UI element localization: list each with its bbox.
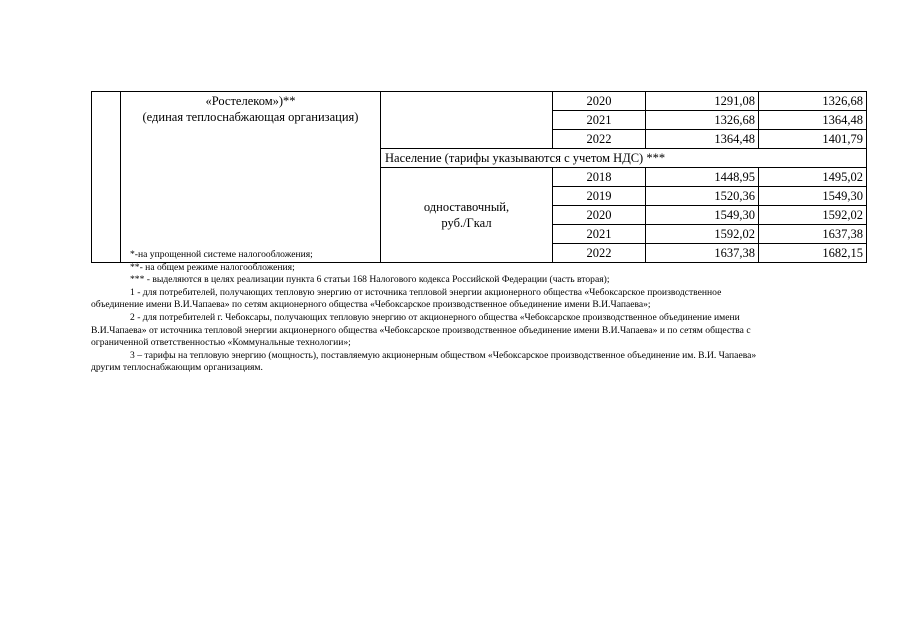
- footnote-3-line1: 3 – тарифы на тепловую энергию (мощность), поставляемую акционерным обществом «Чебоксарское производственное объединение им. В.И. Чапаева»: [130, 349, 757, 361]
- value-cell: 1326,68: [759, 92, 867, 111]
- year-cell: 2021: [553, 111, 646, 130]
- value-cell: 1549,30: [646, 206, 759, 225]
- footnote-simplified-tax: *-на упрощенной системе налогообложения;: [130, 249, 313, 260]
- rate-unit-label: руб./Гкал: [441, 216, 492, 230]
- value-cell: 1520,36: [646, 187, 759, 206]
- organization-name: «Ростелеком»)**: [205, 94, 296, 108]
- value-cell: 1326,68: [646, 111, 759, 130]
- value-cell: 1364,48: [759, 111, 867, 130]
- index-cell: [92, 92, 121, 263]
- footnotes: [91, 249, 866, 375]
- organization-cell: [121, 92, 381, 263]
- table-row: [92, 92, 867, 111]
- year-cell: 2019: [553, 187, 646, 206]
- footnote-2-line1: 2 - для потребителей г. Чебоксары, получающих тепловую энергию от акционерного общества «Чебоксарское производственное объединение имени: [130, 311, 740, 323]
- population-header: Население (тарифы указываются с учетом НДС) ***: [381, 149, 867, 168]
- footnote-2-line3: ограниченной ответственностью «Коммунальные технологии»;: [91, 337, 351, 349]
- value-cell: 1637,38: [759, 225, 867, 244]
- value-cell: 1401,79: [759, 130, 867, 149]
- footnote-3-line2: другим теплоснабжающим организациям.: [91, 362, 263, 374]
- year-cell: 2018: [553, 168, 646, 187]
- footnote-1-line2: объединение имени В.И.Чапаева» по сетям акционерного общества «Чебоксарское производственное объединение имени В.И.Чапаева»;: [91, 299, 651, 311]
- footnote-2-line2: В.И.Чапаева» от источника тепловой энергии акционерного общества «Чебоксарское производственное объединение имени В.И.Чапаева» и по сетям общества с: [91, 324, 751, 336]
- year-cell: 2022: [553, 130, 646, 149]
- value-cell: 1495,02: [759, 168, 867, 187]
- value-cell: 1549,30: [759, 187, 867, 206]
- value-cell: 1592,02: [646, 225, 759, 244]
- year-cell: 2022: [553, 244, 646, 263]
- rate-type-cell: [381, 92, 553, 149]
- rate-type-label: одноставочный,: [423, 200, 510, 214]
- organization-note: (единая теплоснабжающая организация): [142, 110, 359, 124]
- footnote-general-tax: **- на общем режиме налогообложения;: [130, 261, 295, 273]
- value-cell: 1682,15: [759, 244, 867, 263]
- value-cell: 1364,48: [646, 130, 759, 149]
- year-cell: 2020: [553, 92, 646, 111]
- year-cell: 2020: [553, 206, 646, 225]
- value-cell: 1448,95: [646, 168, 759, 187]
- tariff-table: [91, 91, 867, 263]
- footnote-1-line1: 1 - для потребителей, получающих тепловую энергию от источника тепловой энергии акционерного общества «Чебоксарское производственное: [130, 286, 722, 298]
- footnote-vat: *** - выделяются в целях реализации пункта 6 статьи 168 Налогового кодекса Российской Федерации (часть вторая);: [130, 274, 610, 286]
- year-cell: 2021: [553, 225, 646, 244]
- value-cell: 1637,38: [646, 244, 759, 263]
- value-cell: 1291,08: [646, 92, 759, 111]
- value-cell: 1592,02: [759, 206, 867, 225]
